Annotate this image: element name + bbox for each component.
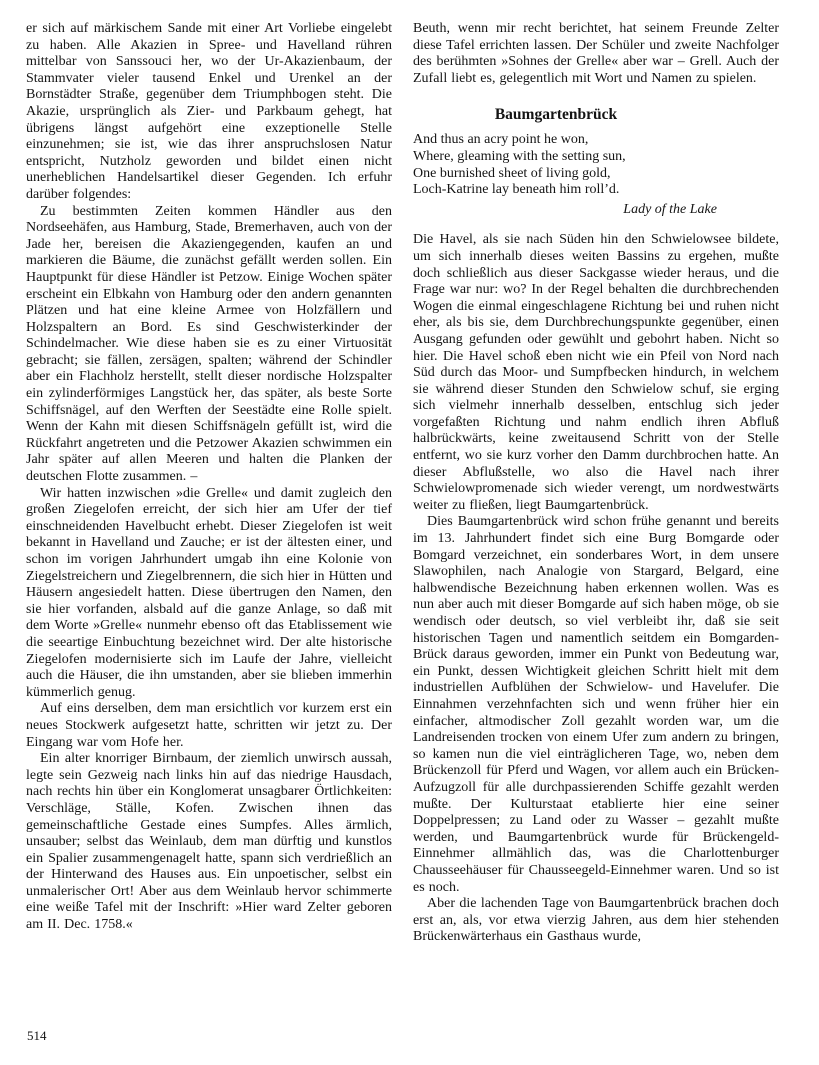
- poem-line: Where, gleaming with the setting sun,: [413, 148, 626, 164]
- poem-line: Loch-Katrine lay beneath him roll’d.: [413, 182, 620, 198]
- poem-quote: [413, 132, 779, 218]
- left-column: [26, 21, 392, 946]
- poem-line: One burnished sheet of living gold,: [413, 165, 611, 181]
- page-number: 514: [27, 1028, 47, 1043]
- right-column: [413, 21, 779, 946]
- paragraph: Ein alter knorriger Birnbaum, der ziemlich unwirsch aussah, legte sein Gezweig nach links hin auf das niedrige Hausdach, nach rechts hin über ein Konglomerat unsagbarer Örtlichkeiten: Verschläge, Ställe, Kofen. Zwischen ihnen das gemeinschaftliche Gestade eines Sumpfes. Alles ärmlich, unsauber; selbst das Weinlaub, dem man dürftig und kunstlos ein Spalier zusammengenagelt hatte, spann sich verdrießlich an der Hinterwand des Hauses aus. Ein unpoetischer, selbst ein unmalerischer Ort! Aber aus dem Weinlaub hervor schimmerte eine weiße Tafel mit der Inschrift: »Hier ward Zelter geboren am II. Dec. 1758.«: [26, 751, 392, 933]
- paragraph: Dies Baumgartenbrück wird schon frühe genannt und bereits im 13. Jahrhundert findet sich eine Burg Bomgarde oder Bomgard verzeichnet, ein sonderbares Wort, in dem unsere Slawophilen, nach Analogie von Stargard, Belgard, eine halbwendische Bezeichnung haben erkennen wollen. Was es nun aber auch mit dieser Bomgarde auf sich haben möge, ob sie wendisch oder deutsch, so viel verbleibt ihr, daß sie seit historischen Tagen und namentlich seitdem ein Bomgarden-Brück daraus geworden, immer ein Punkt von Bedeutung war, ein Punkt, dessen Wichtigkeit gleichen Schritt hielt mit dem industriellen Aufblühen der Schwielow- und Havelufer. Die Einnahmen verzehnfachten sich und wenn früher hier ein einfacher, altmodischer Zoll gezahlt worden war, um die Landreisenden trocken von einem Ufer zum andern zu bringen, so kamen nun die viel einträglicheren Tage, wo, neben dem Brückenzoll für Pferd und Wagen, vor allem auch ein Brücken-Aufzugzoll für alle durchpassierenden Schiffe gezahlt werden mußte. Der Kulturstaat etablierte hier eine seiner Doppelpressen; zu Land oder zu Wasser – gezahlt mußte werden, und Baumgartenbrück wurde für Brückengeld-Einnehmer allmählich das, was die Charlottenburger Chausseehäuser für Chausseegeld-Einnehmer waren. Und so ist es noch.: [413, 514, 779, 895]
- paragraph: Die Havel, als sie nach Süden hin den Schwielowsee bildete, um sich innerhalb dieses weiten Bassins zu ergehen, mußte doch schließlich aus dieser Sackgasse wieder heraus, und die Frage war nur: wo? In der Regel behalten die durchbrechenden Wogen die einmal eingeschlagene Richtung bei und ruhen nicht eher, als bis sie, dem Durchbrechungspunkte gegenüber, einen Ausgang gefunden oder gewühlt und gebohrt haben. Nicht so hier. Die Havel schoß eben nicht wie ein Pfeil von Nord nach Süd durch das Moor- und Sumpfbecken hindurch, in welchem sie während dieser Stunden den Schwielow schuf, sie erging sich vielmehr innerhalb desselben, entschlug sich jeder vorgefaßten Richtung und nahm endlich ihren Abfluß halbrückwärts, keine zweitausend Schritt von der Stelle entfernt, wo sie kurz vorher den Damm durchbrochen hatte. An dieser Abflußstelle, wo also die Havel nach ihrer Schwielowpromenade sich wieder verengt, um nordwestwärts weiter zu fließen, liegt Baumgartenbrück.: [413, 232, 779, 513]
- paragraph: er sich auf märkischem Sande mit einer Art Vorliebe eingelebt zu haben. Alle Akazien in Spree- und Havelland rühren mittelbar von Sanssouci her, wo der Ur-Akazienbaum, der Stammvater vieler tausend Enkel und Urenkel an der Bornstädter Straße, gegenüber dem Triumphbogen steht. Die Akazie, ursprünglich als Zier- und Parkbaum gehegt, hat übrigens längst aufgehört eine exzeptionelle Stelle einzunehmen; sie ist, wie das ihrer anspruchslosen Natur entspricht, Nutzholz geworden und bildet einen nicht unerheblichen Handelsartikel dieser Gegenden. Ich erfuhr darüber folgendes:: [26, 21, 392, 202]
- poem-line: And thus an acry point he won,: [413, 132, 589, 148]
- paragraph: Auf eins derselben, dem man ersichtlich vor kurzem erst ein neues Stockwerk aufgesetzt hatte, schritten wir jetzt zu. Der Eingang war vom Hofe her.: [26, 701, 392, 750]
- paragraph: Beuth, wenn mir recht berichtet, hat seinem Freunde Zelter diese Tafel errichten lassen. Der Schüler und zweite Nachfolger des berühmten »Sohnes der Grelle« aber war – Grell. Auch der Zufall liebt es, gelegentlich mit Wort und Namen zu spielen.: [413, 21, 779, 86]
- paragraph: Wir hatten inzwischen »die Grelle« und damit zugleich den großen Ziegelofen erreicht, der sich hier am Ufer der tief einschneidenden Havelbucht erhebt. Dieser Ziegelofen ist weit bekannt in Havelland und Zauche; er ist der ältesten einer, und schon im vorigen Jahrhundert umgab ihn eine Kolonie von Ziegelstreichern und Ziegelbrennern, die sich hier in Hütten und Häusern angesiedelt hatten. Diese übertrugen den Namen, den sie hier vorfanden, alsbald auf die ganze Anlage, so daß mit dem Worte »Grelle« nunmehr ebenso oft das Etablissement wie die seeartige Einbuchtung bezeichnet wird. Der alte historische Ziegelofen modernisierte sich im Laufe der Jahre, vielleicht auch die Häuser, die ihn umstanden, aber sie blieben immerhin kümmerlich genug.: [26, 485, 392, 700]
- section-heading: Baumgartenbrück: [494, 106, 618, 124]
- paragraph: Zu bestimmten Zeiten kommen Händler aus den Nordseehäfen, aus Hamburg, Stade, Bremerhaven, auch von der Jade her, bereisen die Akaziengegenden, kaufen an und markieren die Bäume, die zunächst gefällt werden sollen. Ein Hauptpunkt für diese Händler ist Petzow. Einige Wochen später erscheint ein Elbkahn von Hamburg oder den andern genannten Plätzen und hat eine kleine Armee von Holzfällern und Holzspaltern an Bord. Es sind Geschwisterkinder der Schindelmacher. Wie diese haben sie es zu einer Virtuosität gebracht; sie fällen, zersägen, spalten; während der Schindler aber ein Flachholz herstellt, stellt dieser nordische Holzspalter ein zylinderförmiges Langstück her, das später, als beste Sorte Schiffsnägel, auf den Werften der Seestädte eine Rolle spielt. Wenn der Kahn mit diesen Schiffsnägeln gefüllt ist, wird die Rückfahrt angetreten und die Petzower Akazien schwimmen ein Jahr später auf allen Meeren und halten die Planken der deutschen Flotte zusammen. –: [26, 203, 392, 485]
- poem-attribution: Lady of the Lake: [623, 201, 717, 217]
- paragraph: Aber die lachenden Tage von Baumgartenbrück brachen doch erst an, als, vor etwa vierzig Jahren, aus dem hier stehenden Brückenwärterhaus ein Gasthaus wurde,: [413, 896, 779, 945]
